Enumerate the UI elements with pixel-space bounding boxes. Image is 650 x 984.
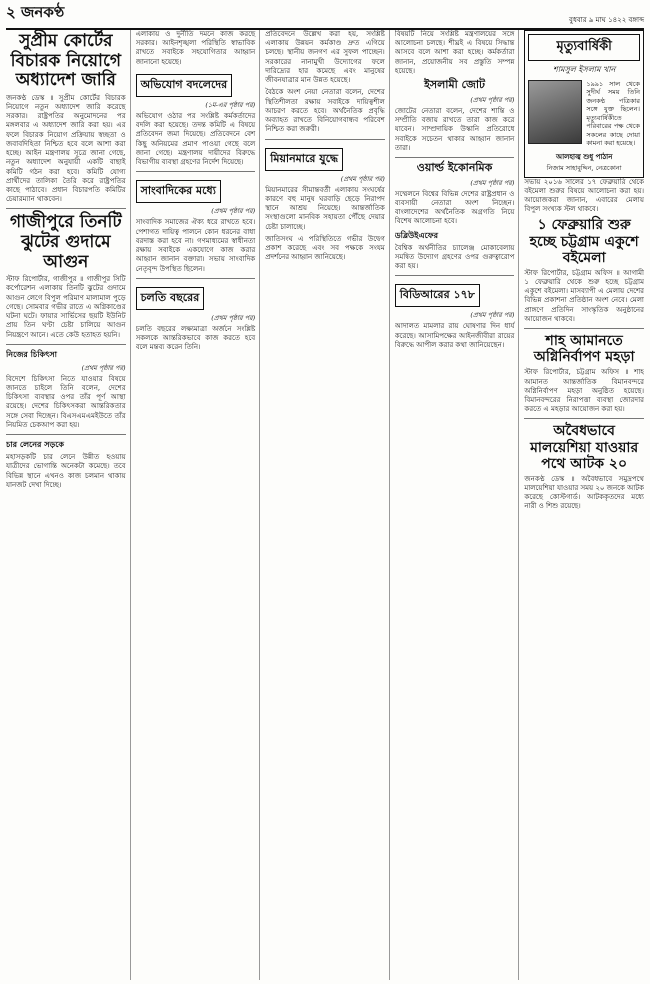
column-3: [265, 30, 390, 980]
obituary-title: মৃত্যুবার্ষিকী: [528, 34, 640, 61]
subhead: মিয়ানমারে যুদ্ধে: [265, 148, 343, 171]
article-body: প্রতিবেদনে উল্লেখ করা হয়, সংশ্লিষ্ট এলাকায় উন্নয়ন কর্মকাণ্ড দ্রুত এগিয়ে চলছে। স্থানীয় জনগণ এর সুফল পাচ্ছেন। সরকারের নানামুখী উদ্যোগের ফলে দারিদ্র্যের হার কমেছে এবং মানুষের জীবনযাত্রার মান উন্নত হয়েছে।: [265, 30, 385, 85]
article-body: বিদেশে চিকিৎসা নিতে যাওয়ার বিষয়ে জানতে চাইলে তিনি বলেন, দেশের চিকিৎসা ব্যবস্থার ওপর তাঁর পূর্ণ আস্থা রয়েছে। দেশের চিকিৎসকরা আন্তরিকতার সঙ্গে সেবা দিচ্ছেন। বিএসএমএমইউতে তাঁর নিয়মিত চেকআপ করা হয়।: [6, 374, 126, 429]
subhead: অভিযোগ বদলেদের: [136, 74, 233, 97]
obituary-box: [524, 30, 644, 178]
article-body: বৈশ্বিক অর্থনীতির চ্যালেঞ্জ মোকাবেলায় সমন্বিত উদ্যোগ গ্রহণের ওপর গুরুত্বারোপ করা হয়।: [394, 243, 515, 271]
continuation-note: (১ম-এর পৃষ্ঠার পর): [205, 100, 256, 109]
page-label: ২ জনকণ্ঠ: [6, 3, 65, 21]
column-5: [524, 30, 644, 980]
column-4: [395, 30, 520, 980]
subhead: বিডিআরের ১৭৮: [395, 284, 480, 307]
article-body: বিষয়টি নিয়ে সংশ্লিষ্ট মন্ত্রণালয়ের সঙ্গে আলোচনা চলছে। শীঘ্রই এ বিষয়ে সিদ্ধান্ত আসবে বলে আশা করা হচ্ছে। কর্মকর্তারা জানান, প্রয়োজনীয় সব প্রস্তুতি সম্পন্ন হয়েছে।: [394, 30, 515, 75]
divider: [136, 171, 256, 172]
article-body: স্টাফ রিপোর্টার, চট্টগ্রাম অফিস ॥ আগামী ১ ফেব্রুয়ারি থেকে শুরু হচ্ছে চট্টগ্রাম একুশে বইমেলা। মাসব্যাপী এ মেলায় দেশের বিভিন্ন প্রকাশনা প্রতিষ্ঠান অংশ নেবে। মেলা প্রাঙ্গণে প্রতিদিন সাংস্কৃতিক অনুষ্ঠানের আয়োজন থাকবে।: [524, 268, 644, 323]
article-body: সম্মেলনে বিশ্বের বিভিন্ন দেশের রাষ্ট্রপ্রধান ও ব্যবসায়ী নেতারা অংশ নিচ্ছেন। বাংলাদেশের অর্থনৈতিক অগ্রগতি নিয়ে বিশেষ আলোচনা হবে।: [394, 189, 515, 226]
headline-malaysia-arrest: অবৈধভাবে মালয়েশিয়া যাওয়ার পথে আটক ২০: [530, 423, 639, 472]
article-body: এলাকায় ও দুর্নীতি দমনে কাজ করছে সরকার। আইনশৃঙ্খলা পরিস্থিতি স্বাভাবিক রাখতে সবাইকে সহযোগিতার আহ্বান জানানো হয়েছে।: [135, 30, 256, 66]
subhead: ইসলামী জোট: [424, 78, 486, 92]
divider: [265, 139, 385, 140]
continuation-note: (প্রথম পৃষ্ঠার পর): [340, 174, 385, 183]
article-body: আদালত মামলার রায় ঘোষণার দিন ধার্য করেছে। আসামিপক্ষের আইনজীবীরা রায়ের বিরুদ্ধে আপীল করার কথা জানিয়েছেন।: [394, 322, 515, 349]
article-body: মিয়ানমারের সীমান্তবর্তী এলাকায় সংঘর্ষের কারণে বহু মানুষ ঘরবাড়ি ছেড়ে নিরাপদ স্থানে আশ্রয় নিয়েছে। আন্তর্জাতিক সংস্থাগুলো মানবিক সহায়তা পৌঁছে দেয়ার চেষ্টা চালাচ্ছে।: [265, 185, 385, 231]
headline-book-fair: ১ ফেব্রুয়ারি শুরু হচ্ছে চট্টগ্রাম একুশে বইমেলা: [529, 217, 639, 266]
divider: [6, 434, 126, 435]
continuation-note: (প্রথম পৃষ্ঠার পর): [470, 178, 515, 187]
subhead: চার লেনের সড়কে: [6, 439, 65, 450]
continuation-note: (প্রথম পৃষ্ঠার পর): [470, 311, 515, 320]
divider: [136, 278, 256, 279]
subhead: সাংবাদিকের মধ্যে: [136, 180, 221, 203]
columns: [6, 30, 644, 980]
column-1: [6, 30, 131, 980]
obituary-name: শামসুল ইসলাম খান: [552, 65, 616, 74]
article-body: চলতি বছরের লক্ষ্যমাত্রা অর্জনে সংশ্লিষ্ট সকলকে আন্তরিকভাবে কাজ করতে হবে বলে মন্তব্য করেন তিনি।: [135, 324, 256, 352]
headline-gazipur-fire: গাজীপুরে তিনটি ঝুটের গুদামে আগুন: [9, 212, 122, 272]
article-body: অভিযোগ ওঠার পর সংশ্লিষ্ট কর্মকর্তাদের বদলি করা হয়েছে। তদন্ত কমিটি এ বিষয়ে প্রতিবেদন জমা দিয়েছে। প্রতিবেদনে বেশ কিছু অনিয়মের প্রমাণ পাওয়া গেছে বলে জানা গেছে। মন্ত্রণালয় দায়ীদের বিরুদ্ধে বিভাগীয় ব্যবস্থা গ্রহণের নির্দেশ দিয়েছে।: [135, 111, 256, 167]
masthead: [6, 4, 644, 30]
article-body: বৈঠকে অংশ নেয়া নেতারা বলেন, দেশের স্থিতিশীলতা রক্ষায় সবাইকে দায়িত্বশীল আচরণ করতে হবে। অর্থনৈতিক প্রবৃদ্ধি অব্যাহত রাখতে বিনিয়োগবান্ধব পরিবেশ নিশ্চিত করা জরুরী।: [265, 88, 385, 134]
article-body: মহাসড়কটি চার লেনে উন্নীত হওয়ায় যাত্রীদের ভোগান্তি অনেকটা কমেছে। তবে বিভিন্ন স্থানে এখনও কাজ চলমান থাকায় যানজট দেখা দিচ্ছে।: [6, 453, 126, 489]
article-body: জনকণ্ঠ ডেস্ক ॥ সুপ্রীম কোর্টের বিচারক নিয়োগে নতুন অধ্যাদেশ জারি করেছে সরকার। রাষ্ট্রপতির অনুমোদনের পর মঙ্গলবার এ অধ্যাদেশ জারি করা হয়। এর ফলে বিচারক নিয়োগ প্রক্রিয়ায় স্বচ্ছতা ও জবাবদিহিতা নিশ্চিত হবে বলে আশা করা হচ্ছে। আইন মন্ত্রণালয় সূত্রে জানা গেছে, নতুন অধ্যাদেশ অনুযায়ী একটি বাছাই কমিটি গঠন করা হবে। কমিটি যোগ্য প্রার্থীদের তালিকা তৈরি করে রাষ্ট্রপতির কাছে পাঠাবে। প্রধান বিচারপতি কমিটির চেয়ারম্যান থাকবেন।: [6, 93, 126, 204]
continuation-note: (প্রথম পৃষ্ঠার পর): [470, 95, 515, 104]
obituary-row: [528, 80, 640, 148]
obituary-text: ১৯৯১ সাল থেকে সুদীর্ঘ সময় তিনি জনকণ্ঠ পত্রিকার সঙ্গে যুক্ত ছিলেন। মৃত্যুবার্ষিকীতে পরিবারের পক্ষ থেকে সকলের কাছে দোয়া কামনা করা হয়েছে।: [586, 80, 640, 148]
divider: [6, 344, 126, 345]
article-body: স্টাফ রিপোর্টার, চট্টগ্রাম অফিস ॥ শাহ আমানত আন্তর্জাতিক বিমানবন্দরে অগ্নিনির্বাপণ মহড়া অনুষ্ঠিত হয়েছে। বিমানবন্দরের নিরাপত্তা ব্যবস্থা জোরদার করতে এ মহড়ার আয়োজন করা হয়।: [524, 368, 644, 414]
date-line: বুধবার ৯ মাঘ ১৪২২ বঙ্গাব্দ: [569, 16, 644, 24]
article-body: জোটের নেতারা বলেন, দেশের শান্তি ও সম্প্রীতি বজায় রাখতে তারা কাজ করে যাবেন। সাম্প্রদায়িক উস্কানি প্রতিরোধে সবাইকে সচেতন থাকার আহ্বান জানান তারা।: [394, 106, 515, 152]
subhead: চলতি বছরের: [136, 287, 205, 310]
article-body: স্টাফ রিপোর্টার, গাজীপুর ॥ গাজীপুর সিটি কর্পোরেশন এলাকায় তিনটি ঝুটের গুদামে আগুন লেগে বিপুল পরিমাণ মালামাল পুড়ে গেছে। সোমবার গভীর রাতে এ অগ্নিকাণ্ডের ঘটনা ঘটে। ফায়ার সার্ভিসের ছয়টি ইউনিট প্রায় তিন ঘণ্টা চেষ্টা চালিয়ে আগুন নিয়ন্ত্রণে আনে। এতে কেউ হতাহত হয়নি।: [6, 275, 126, 339]
divider: [395, 275, 515, 276]
article-body: জাতিসংঘ এ পরিস্থিতিতে গভীর উদ্বেগ প্রকাশ করেছে এবং সব পক্ষকে সংযম প্রদর্শনের আহ্বান জানিয়েছে।: [265, 234, 385, 262]
article-body: সাংবাদিক সমাজের ঐক্য ধরে রাখতে হবে। পেশাগত দায়িত্ব পালনে কোন ধরনের বাধা বরদাস্ত করা হবে না। গণমাধ্যমের স্বাধীনতা রক্ষায় সবাইকে একযোগে কাজ করার আহ্বান জানান বক্তারা। সভায় সাংবাদিক নেতৃবৃন্দ উপস্থিত ছিলেন।: [135, 218, 256, 273]
portrait-photo: [528, 80, 582, 144]
obituary-subline: নিজাম সাহাবুদ্দিন, নেত্রকোনা: [546, 163, 622, 172]
article-body: জনকণ্ঠ ডেস্ক ॥ অবৈধভাবে সমুদ্রপথে মালয়েশিয়া যাওয়ার সময় ২০ জনকে আটক করেছে কোস্টগার্ড। আটককৃতদের মধ্যে নারী ও শিশু রয়েছে।: [524, 474, 644, 511]
divider: [6, 208, 126, 209]
divider: [395, 157, 515, 158]
continuation-note: (প্রথম পৃষ্ঠার পর): [211, 313, 256, 322]
subhead: নিজের চিকিৎসা: [6, 348, 57, 359]
headline-judge-ordinance: সুপ্রীম কোর্টের বিচারক নিয়োগে অধ্যাদেশ জারি: [10, 31, 121, 91]
continuation-note: (প্রথম পৃষ্ঠার পর): [81, 363, 126, 372]
divider: [524, 418, 644, 419]
headline-fire-drill: শাহ আমানতে অগ্নিনির্বাপণ মহড়া: [533, 333, 635, 366]
article-body: সভায় ২০১৬ সালের ১৭ ফেব্রুয়ারি থেকে বইমেলা শুরুর বিষয়ে আলোচনা করা হয়। আয়োজকরা জানান, এবারের মেলায় বিপুল সংখ্যক স্টল থাকবে।: [524, 177, 644, 214]
column-2: [136, 30, 261, 980]
subhead: ডব্লিউইএফের: [394, 229, 438, 240]
subhead: ওয়ার্ল্ড ইকোনমিক: [416, 160, 493, 174]
continuation-note: (প্রথম পৃষ্ঠার পর): [211, 207, 256, 216]
divider: [524, 328, 644, 329]
obituary-signature: আলহাজ্ব শুধু পাঠান: [555, 151, 613, 161]
